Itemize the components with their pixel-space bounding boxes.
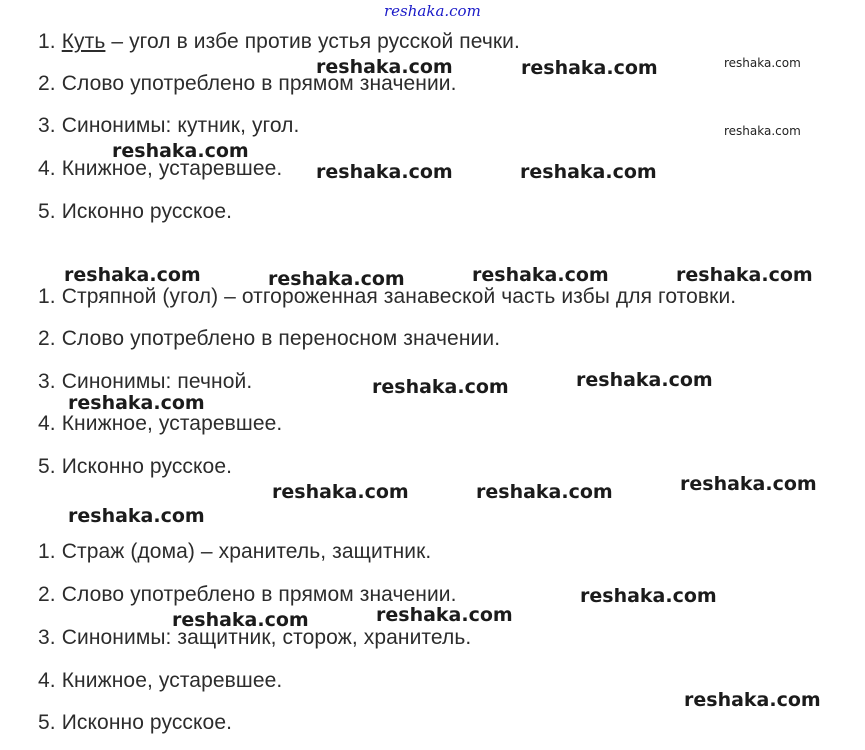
- section2-item5: [38, 455, 232, 479]
- item-text: Слово употреблено в переносном значении.: [61, 327, 501, 350]
- section2-item3: [38, 370, 252, 394]
- watermark: reshaka.com: [724, 124, 801, 138]
- item-text: Исконно русское.: [61, 200, 233, 223]
- item-text: Слово употреблено в прямом значении.: [61, 72, 457, 95]
- item-number: 2.: [38, 72, 56, 95]
- watermark: reshaka.com: [376, 604, 513, 626]
- item-text: Книжное, устаревшее.: [61, 669, 283, 692]
- item-number: 1.: [38, 540, 56, 563]
- item-text: Книжное, устаревшее.: [61, 157, 283, 180]
- item-number: 1.: [38, 30, 56, 53]
- section3-item4: [38, 669, 282, 693]
- section2-item4: [38, 412, 282, 436]
- item-number: 2.: [38, 327, 56, 350]
- watermark: reshaka.com: [576, 369, 713, 391]
- watermark: reshaka.com: [472, 264, 609, 286]
- watermark: reshaka.com: [68, 392, 205, 414]
- item-number: 5.: [38, 200, 56, 223]
- item-text: Страж (дома) – хранитель, защитник.: [61, 540, 432, 563]
- watermark: reshaka.com: [580, 585, 717, 607]
- item-number: 4.: [38, 412, 56, 435]
- item-text: – угол в избе против устья русской печки.: [105, 30, 520, 53]
- item-text: Исконно русское.: [61, 711, 233, 734]
- section3-item1: [38, 540, 431, 564]
- section3-item5: [38, 711, 232, 735]
- item-text: Синонимы: печной.: [61, 370, 253, 393]
- watermark: reshaka.com: [684, 689, 821, 711]
- item-number: 3.: [38, 370, 56, 393]
- item-number: 3.: [38, 114, 56, 137]
- watermark: reshaka.com: [520, 161, 657, 183]
- watermark: reshaka.com: [316, 161, 453, 183]
- item-text: Слово употреблено в прямом значении.: [61, 583, 457, 606]
- item-number: 2.: [38, 583, 56, 606]
- watermark: reshaka.com: [112, 140, 249, 162]
- watermark: reshaka.com: [64, 264, 201, 286]
- watermark: reshaka.com: [68, 505, 205, 527]
- item-text: Синонимы: защитник, сторож, хранитель.: [61, 626, 472, 649]
- item-number: 3.: [38, 626, 56, 649]
- watermark: reshaka.com: [384, 2, 481, 20]
- item-text: Стряпной (угол) – отгороженная занавеской часть избы для готовки.: [61, 285, 737, 308]
- item-number: 4.: [38, 669, 56, 692]
- item-number: 1.: [38, 285, 56, 308]
- item-number: 5.: [38, 455, 56, 478]
- watermark: reshaka.com: [272, 481, 409, 503]
- watermark: reshaka.com: [172, 609, 309, 631]
- watermark: reshaka.com: [476, 481, 613, 503]
- watermark: reshaka.com: [316, 56, 453, 78]
- item-text: Синонимы: кутник, угол.: [61, 114, 300, 137]
- section2-item2: [38, 327, 500, 351]
- item-number: 5.: [38, 711, 56, 734]
- watermark: reshaka.com: [521, 57, 658, 79]
- term-kut: Куть: [61, 30, 106, 53]
- watermark: reshaka.com: [268, 268, 405, 290]
- section1-item1: [38, 30, 520, 54]
- watermark: reshaka.com: [372, 376, 509, 398]
- item-number: 4.: [38, 157, 56, 180]
- section1-item3: [38, 114, 299, 138]
- item-text: Книжное, устаревшее.: [61, 412, 283, 435]
- section1-item5: [38, 200, 232, 224]
- item-text: Исконно русское.: [61, 455, 233, 478]
- watermark: reshaka.com: [724, 56, 801, 70]
- watermark: reshaka.com: [680, 473, 817, 495]
- watermark: reshaka.com: [676, 264, 813, 286]
